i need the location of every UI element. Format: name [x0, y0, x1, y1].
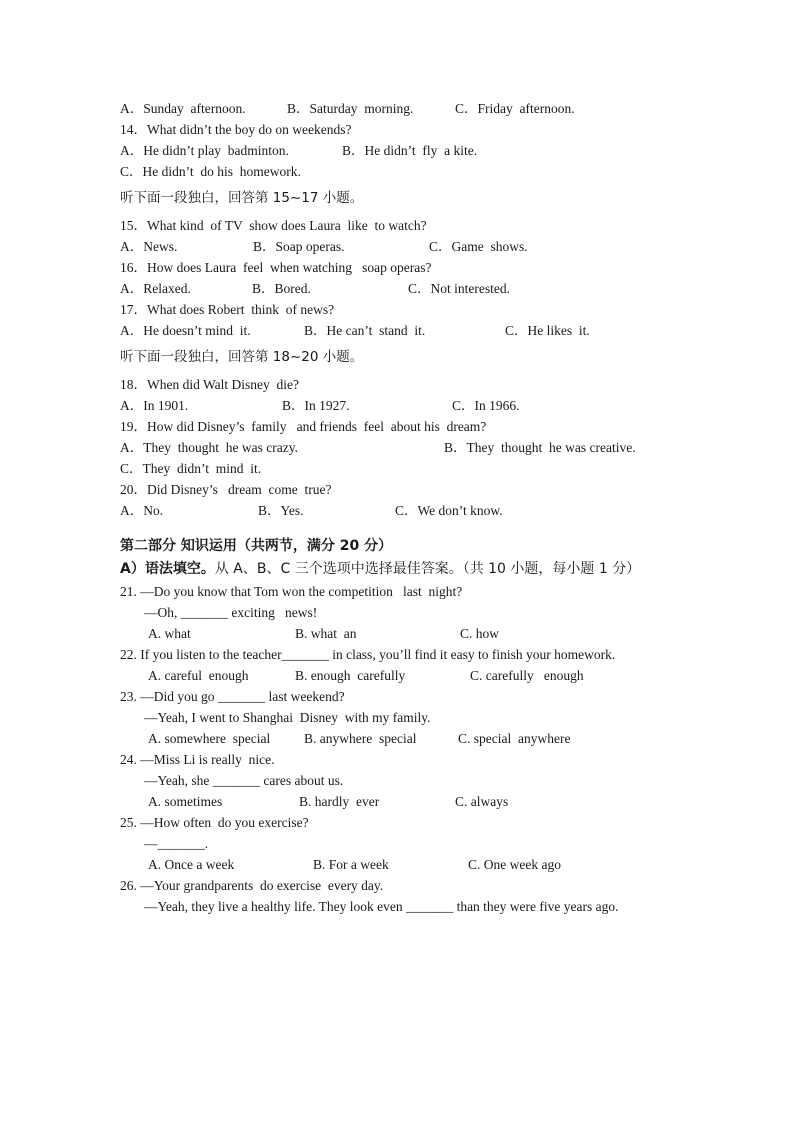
q19-option-b: B．They thought he was creative.	[444, 440, 636, 455]
q13-options	[120, 98, 672, 119]
instruction-15-17: 听下面一段独白，回答第 15~17 小题。	[120, 190, 364, 206]
q17-option-c: C．He likes it.	[505, 323, 590, 338]
q26-line1: 26. —Your grandparents do exercise every day.	[120, 878, 384, 893]
q18-question: 18．When did Walt Disney die?	[120, 377, 300, 392]
q18-option-c: C．In 1966.	[452, 398, 520, 413]
q25-option-a: A. Once a week	[148, 857, 235, 872]
part2-instruction	[120, 557, 672, 581]
q19-option-c: C．They didn’t mind it.	[120, 461, 262, 476]
q24-option-c: C. always	[455, 794, 509, 809]
q17-option-a: A．He doesn’t mind it.	[120, 323, 251, 338]
q22-line1: 22. If you listen to the teacher_______ in class, you’ll find it easy to finish your homework.	[120, 647, 616, 662]
q21-line2: —Oh, _______ exciting news!	[144, 605, 318, 620]
q23-line1: 23. —Did you go _______ last weekend?	[120, 689, 345, 704]
q20-options	[120, 500, 672, 521]
q23-option-c: C. special anywhere	[458, 731, 571, 746]
part2-instruction-text: 从 A、B、C 三个选项中选择最佳答案。（共 10 小题，每小题 1 分）	[214, 561, 641, 577]
q25-options	[120, 854, 672, 875]
q25-line2: —_______.	[144, 836, 209, 851]
q24-line1: 24. —Miss Li is really nice.	[120, 752, 275, 767]
q20-question: 20．Did Disney’s dream come true?	[120, 482, 332, 497]
q17-options	[120, 320, 672, 341]
q22-option-c: C. carefully enough	[470, 668, 584, 683]
q19-question: 19．How did Disney’s family and friends feel about his dream?	[120, 419, 487, 434]
q18-option-b: B．In 1927.	[282, 398, 350, 413]
q26-line2: —Yeah, they live a healthy life. They look even _______ than they were five years ago.	[144, 899, 619, 914]
q18-option-a: A．In 1901.	[120, 398, 189, 413]
q16-option-a: A．Relaxed.	[120, 281, 191, 296]
q15-option-b: B．Soap operas.	[253, 239, 345, 254]
q24-option-b: B. hardly ever	[299, 794, 380, 809]
q21-line1: 21. —Do you know that Tom won the competition last night?	[120, 584, 463, 599]
q19-options	[120, 437, 672, 458]
q14-question: 14．What didn’t the boy do on weekends?	[120, 122, 352, 137]
q13-option-a: A．Sunday afternoon.	[120, 101, 246, 116]
q15-option-a: A．News.	[120, 239, 178, 254]
q25-option-b: B. For a week	[313, 857, 389, 872]
q15-option-c: C．Game shows.	[429, 239, 528, 254]
q15-options	[120, 236, 672, 257]
q16-question: 16．How does Laura feel when watching soap operas?	[120, 260, 432, 275]
q23-option-a: A. somewhere special	[148, 731, 271, 746]
q21-option-a: A. what	[148, 626, 191, 641]
part2-title: 第二部分 知识运用（共两节，满分 20 分）	[120, 538, 393, 554]
q16-option-c: C．Not interested.	[408, 281, 510, 296]
q13-option-c: C．Friday afternoon.	[455, 101, 575, 116]
q15-question: 15．What kind of TV show does Laura like to watch?	[120, 218, 427, 233]
q16-options	[120, 278, 672, 299]
part2-instruction-label: A）语法填空。	[120, 561, 215, 577]
q17-option-b: B．He can’t stand it.	[304, 323, 426, 338]
q19-option-a: A．They thought he was crazy.	[120, 440, 298, 455]
q22-options	[120, 665, 672, 686]
q14-option-b: B．He didn’t fly a kite.	[342, 143, 478, 158]
q22-option-a: A. careful enough	[148, 668, 249, 683]
q20-option-b: B．Yes.	[258, 503, 304, 518]
q21-option-c: C. how	[460, 626, 500, 641]
q22-option-b: B. enough carefully	[295, 668, 406, 683]
q25-option-c: C. One week ago	[468, 857, 561, 872]
q23-options	[120, 728, 672, 749]
exam-page	[120, 98, 672, 917]
q23-line2: —Yeah, I went to Shanghai Disney with my family.	[144, 710, 431, 725]
q16-option-b: B．Bored.	[252, 281, 311, 296]
q25-line1: 25. —How often do you exercise?	[120, 815, 309, 830]
q20-option-a: A．No.	[120, 503, 164, 518]
q20-option-c: C．We don’t know.	[395, 503, 503, 518]
q13-option-b: B．Saturday morning.	[287, 101, 414, 116]
q23-option-b: B. anywhere special	[304, 731, 417, 746]
q24-options	[120, 791, 672, 812]
q24-option-a: A. sometimes	[148, 794, 223, 809]
q17-question: 17．What does Robert think of news?	[120, 302, 335, 317]
q21-option-b: B. what an	[295, 626, 357, 641]
q14-option-a: A．He didn’t play badminton.	[120, 143, 289, 158]
q14-options	[120, 140, 672, 161]
instruction-18-20: 听下面一段独白，回答第 18~20 小题。	[120, 349, 364, 365]
q24-line2: —Yeah, she _______ cares about us.	[144, 773, 344, 788]
q14-option-c: C．He didn’t do his homework.	[120, 164, 301, 179]
q21-options	[120, 623, 672, 644]
q18-options	[120, 395, 672, 416]
